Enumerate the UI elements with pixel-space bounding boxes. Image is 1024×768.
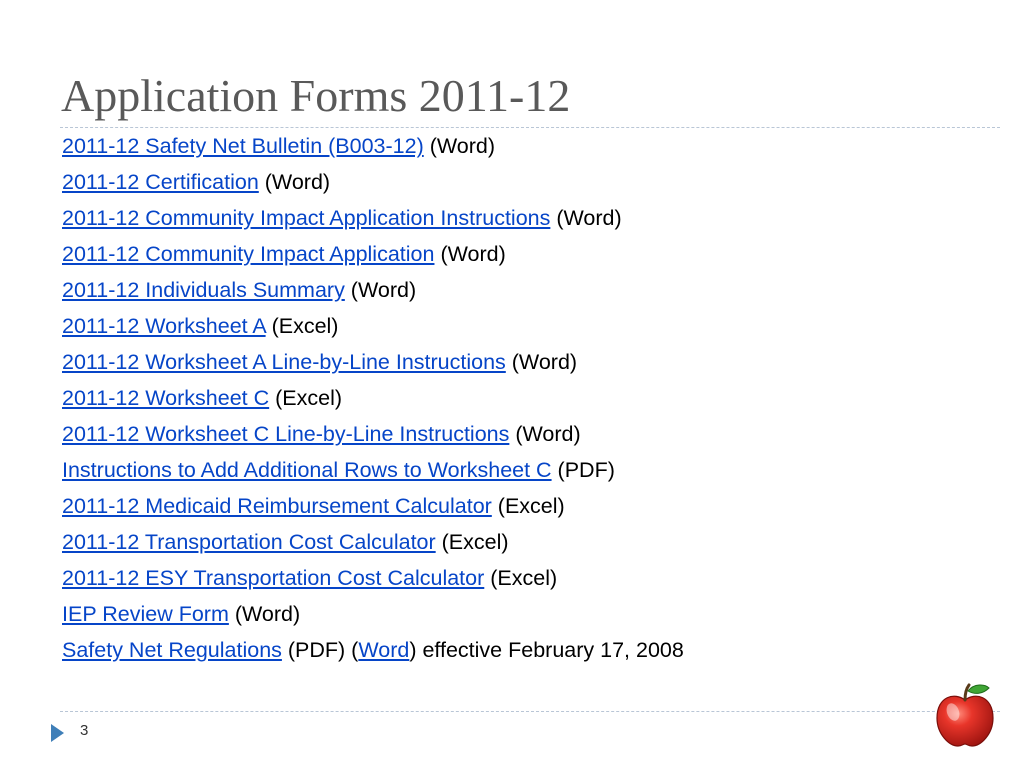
page-number: 3	[80, 722, 89, 739]
form-link[interactable]: 2011-12 Community Impact Application Instructions	[62, 206, 551, 230]
format-label: (Excel)	[491, 494, 565, 518]
list-item	[62, 632, 684, 668]
form-link[interactable]: IEP Review Form	[62, 602, 229, 626]
form-link-list	[62, 128, 684, 668]
apple-icon	[933, 682, 997, 748]
form-link[interactable]: 2011-12 Individuals Summary	[62, 278, 345, 302]
form-link[interactable]: 2011-12 Worksheet A	[62, 314, 266, 338]
form-link[interactable]: 2011-12 Transportation Cost Calculator	[62, 530, 436, 554]
list-item	[62, 272, 684, 308]
form-link[interactable]: 2011-12 Safety Net Bulletin (B003-12)	[62, 134, 424, 158]
list-item	[62, 596, 684, 632]
format-label: (Word)	[344, 278, 417, 302]
format-label: (Word)	[509, 422, 581, 446]
form-link[interactable]: 2011-12 Medicaid Reimbursement Calculator	[62, 494, 492, 518]
list-item	[62, 380, 684, 416]
regulations-pdf-link[interactable]: Safety Net Regulations	[62, 638, 282, 662]
format-label: (Word)	[550, 206, 622, 230]
list-item	[62, 488, 684, 524]
footer-divider	[60, 711, 1000, 712]
list-item	[62, 308, 684, 344]
list-item	[62, 416, 684, 452]
slide-title: Application Forms 2011-12	[61, 70, 571, 121]
list-item	[62, 344, 684, 380]
form-link[interactable]: 2011-12 Worksheet C	[62, 386, 270, 410]
format-label: (Word)	[423, 134, 496, 158]
list-item	[62, 200, 684, 236]
list-item	[62, 128, 684, 164]
format-label: (PDF)	[551, 458, 615, 482]
format-label: (Word)	[434, 242, 506, 266]
regulations-word-link[interactable]: Word	[358, 638, 410, 662]
format-label: (Excel)	[484, 566, 558, 590]
format-label: (Excel)	[269, 386, 343, 410]
format-label: (Word)	[505, 350, 578, 374]
list-item	[62, 164, 684, 200]
format-label: (PDF) (	[281, 638, 359, 662]
form-link[interactable]: 2011-12 Worksheet A Line-by-Line Instructions	[62, 350, 506, 374]
list-item	[62, 452, 684, 488]
effective-date-text: ) effective February 17, 2008	[409, 638, 684, 662]
form-link[interactable]: 2011-12 Worksheet C Line-by-Line Instructions	[62, 422, 510, 446]
form-link[interactable]: Instructions to Add Additional Rows to Worksheet C	[62, 458, 552, 482]
format-label: (Excel)	[265, 314, 339, 338]
list-item	[62, 560, 684, 596]
list-item	[62, 236, 684, 272]
format-label: (Excel)	[435, 530, 509, 554]
form-link[interactable]: 2011-12 ESY Transportation Cost Calculator	[62, 566, 485, 590]
list-item	[62, 524, 684, 560]
form-link[interactable]: 2011-12 Certification	[62, 170, 259, 194]
triangle-right-icon	[51, 724, 64, 742]
format-label: (Word)	[228, 602, 301, 626]
form-link[interactable]: 2011-12 Community Impact Application	[62, 242, 435, 266]
format-label: (Word)	[258, 170, 331, 194]
